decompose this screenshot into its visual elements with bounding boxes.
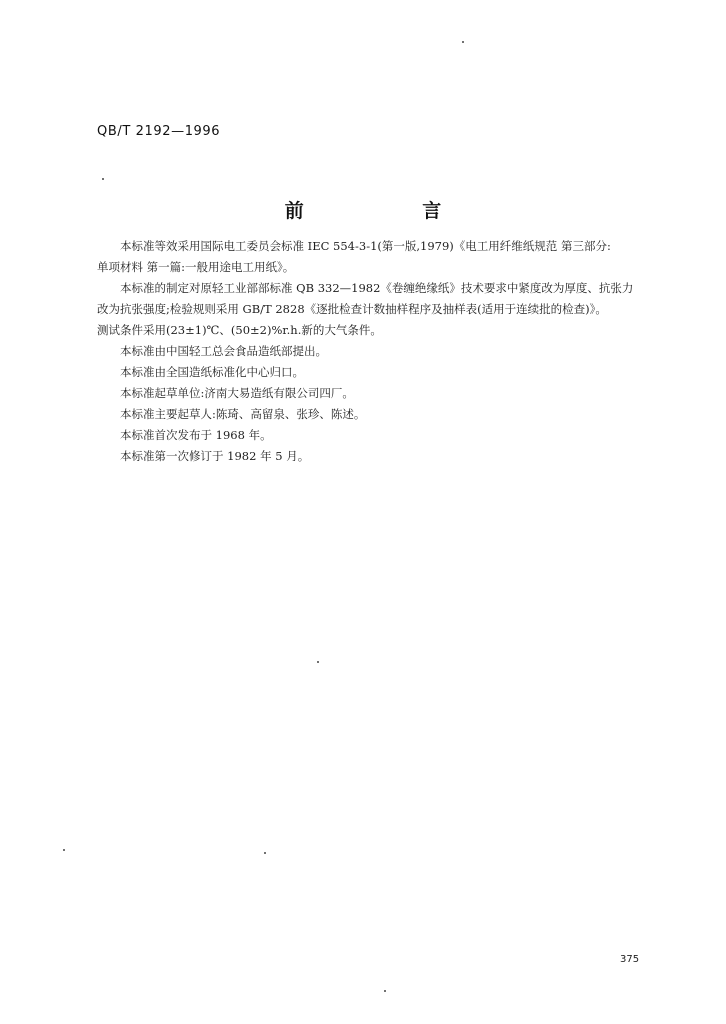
scan-speck	[384, 990, 386, 992]
page-number: 375	[620, 954, 640, 965]
paragraph-1-line-1: 本标准等效采用国际电工委员会标准 IEC 554-3-1(第一版,1979)《电工用纤维纸规范 第三部分:	[120, 239, 611, 253]
scan-speck	[317, 661, 319, 663]
paragraph-2-line-1: 本标准的制定对原轻工业部部标准 QB 332—1982《卷缠绝缘纸》技术要求中紧度改为厚度、抗张力	[120, 281, 634, 295]
paragraph-first-revision: 本标准第一次修订于 1982 年 5 月。	[120, 449, 310, 463]
paragraph-1-line-2: 单项材料 第一篇:一般用途电工用纸》。	[97, 260, 295, 274]
scan-speck	[63, 849, 65, 851]
paragraph-drafting-unit: 本标准起草单位:济南大易造纸有限公司四厂。	[120, 386, 354, 400]
paragraph-2-line-2: 改为抗张强度;检验规则采用 GB/T 2828《逐批检查计数抽样程序及抽样表(适用于连续批的检查)》。	[97, 302, 607, 316]
paragraph-2-line-3: 测试条件采用(23±1)℃、(50±2)%r.h.新的大气条件。	[97, 323, 382, 337]
page-title-text: 前 言	[284, 200, 498, 222]
foreword-body	[97, 236, 657, 467]
paragraph-administrator: 本标准由全国造纸标准化中心归口。	[120, 365, 304, 379]
scan-speck	[102, 178, 104, 180]
paragraph-drafters: 本标准主要起草人:陈琦、高留泉、张珍、陈述。	[120, 407, 366, 421]
scan-speck	[264, 852, 266, 854]
paragraph-first-release: 本标准首次发布于 1968 年。	[120, 428, 272, 442]
standard-code: QB/T 2192—1996	[97, 124, 221, 139]
page-title	[0, 196, 726, 223]
scan-speck	[462, 41, 464, 43]
paragraph-proposer: 本标准由中国轻工总会食品造纸部提出。	[120, 344, 327, 358]
